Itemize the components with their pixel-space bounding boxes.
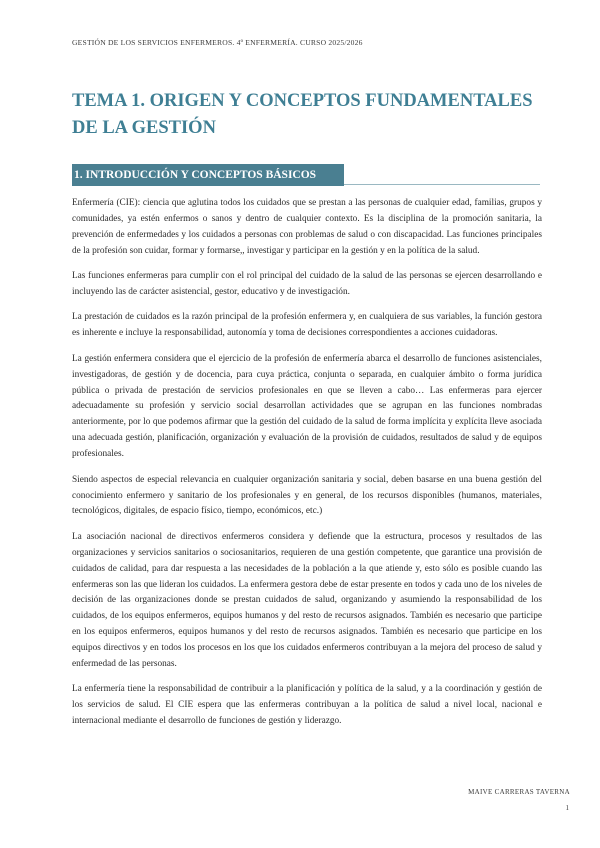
paragraph: Las funciones enfermeras para cumplir con el rol principal del cuidado de la salud de las personas se ejercen desarrollando e incluyendo las de carácter asistencial, gestor, educativo y de investigación. (72, 271, 542, 298)
page-number: 1 (565, 804, 569, 812)
body-content (72, 196, 542, 740)
footer-author: MAIVE CARRERAS TAVERNA (468, 788, 570, 796)
running-header: GESTIÓN DE LOS SERVICIOS ENFERMEROS. 4º ENFERMERÍA. CURSO 2025/2026 (72, 38, 363, 47)
paragraph: Siendo aspectos de especial relevancia en cualquier organización sanitaria y social, deben basarse en una buena gestión del conocimiento enfermero y sanitario de los profesionales y en general, de los recursos disponibles (humanos, materiales, tecnológicos, digitales, de espacio físico, tiempo, económicos, etc.) (72, 474, 542, 517)
paragraph: La gestión enfermera considera que el ejercicio de la profesión de enfermería abarca el desarrollo de funciones asistenciales, investigadoras, de gestión y de docencia, para cuya práctica, conjunta o separada, en cualquier ámbito o forma jurídica pública o privada de prestación de servicios profesionales en que se lleven a cabo… Las enfermeras para ejercer adecuadamente su profesión y servicio social desarrollan actividades que se agrupan en las funciones nombradas anteriormente, por lo que podemos afirmar que la gestión del cuidado de la salud de forma implícita y explícita lleve asociada una adecuada gestión, planificación, organización y evaluación de la provisión de cuidados, resultados de salud y de equipos profesionales. (72, 353, 542, 460)
paragraph: La asociación nacional de directivos enfermeros considera y defiende que la estructura, procesos y resultados de las organizaciones y servicios sanitarios o sociosanitarios, requieren de una gestión competente, que garantice una provisión de cuidados de calidad, para dar respuesta a las necesidades de la población a la que atiende y, esto sólo es posible cuando las enfermeras son las que lideran los cuidados. La enfermera gestora debe de estar presente en todos y cada uno de los niveles de decisión de las organizaciones donde se prestan cuidados de salud, organizando y asumiendo la responsabilidad de los cuidados, de los equipos enfermeros, equipos humanos y del resto de recursos asignados. También es necesario que participe en los equipos enfermeros, equipos humanos y del resto de recursos asignados. También es necesario que participe en los equipos directivos y en todos los procesos en los que los cuidados enfermeros contribuyan a la mejora del proceso de salud y enfermedad de las personas. (72, 531, 542, 670)
section-heading: 1. INTRODUCCIÓN Y CONCEPTOS BÁSICOS (72, 164, 344, 186)
paragraph: Enfermería (CIE): ciencia que aglutina todos los cuidados que se prestan a las personas de cualquier edad, familias, grupos y comunidades, ya estén enfermos o sanos y dentro de cualquier contexto. Es la disciplina de la promoción sanitaria, la prevención de enfermedades y los cuidados a personas con problemas de salud o con discapacidad. Las funciones principales de la profesión son cuidar, formar y formarse,, investigar y participar en la gestión y en la política de la salud. (72, 198, 542, 256)
paragraph: La prestación de cuidados es la razón principal de la profesión enfermera y, en cualquiera de sus variables, la función gestora es inherente e incluye la responsabilidad, autonomía y toma de decisiones correspondientes a acciones cuidadoras. (72, 312, 542, 339)
section-divider (344, 184, 540, 185)
page-title: TEMA 1. ORIGEN Y CONCEPTOS FUNDAMENTALES DE LA GESTIÓN (72, 91, 533, 138)
paragraph: La enfermería tiene la responsabilidad de contribuir a la planificación y política de la salud, y a la coordinación y gestión de los servicios de salud. El CIE espera que las enfermeras contribuyan a la política de salud a nivel local, nacional e internacional mediante el desarrollo de funciones de gestión y liderazgo. (72, 684, 542, 727)
